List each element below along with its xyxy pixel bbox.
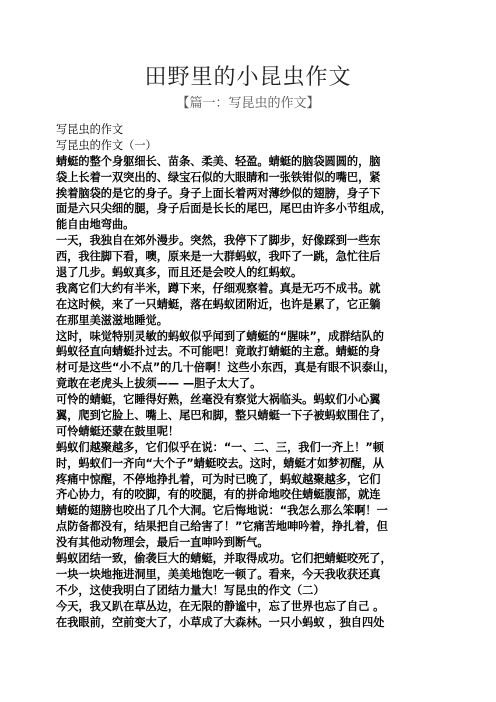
document-title: 田野里的小昆虫作文 <box>144 65 352 90</box>
paragraph-line: 点防备都没有，结果把自己给害了！”它痛苦地呻吟着，挣扎着，但 <box>56 520 388 534</box>
paragraph-line: 这时，味觉特别灵敏的蚂蚁似乎闻到了蜻蜓的“腥味”，成群结队的 <box>56 329 384 343</box>
paragraph-line: 蚂蚁们越聚越多，它们似乎在说：“一、二、三，我们一齐上！”顿 <box>56 440 384 454</box>
section-heading-line: 写昆虫的作文 <box>56 123 124 136</box>
paragraph-line: 袋上长着一双突出的、绿宝石似的大眼睛和一张铁钳似的嘴巴，紧 <box>56 170 381 184</box>
paragraph-line: 在这时候，来了一只蜻蜓，落在蚂蚁团附近，也许是累了，它正躺 <box>56 297 381 311</box>
document-subtitle: 【篇一：写昆虫的作文】 <box>176 96 320 111</box>
paragraph-line: 竟敢在老虎头上拔须—— —胆子太大了。 <box>56 377 262 391</box>
paragraph-line: 蚂蚁团结一致，偷袭巨大的蜻蜓，并取得成功。它们把蜻蜓咬死了， <box>56 552 392 566</box>
paragraph-line: 疼痛中惊醒，不停地挣扎着，可为时已晚了，蚂蚁越聚越多，它们 <box>56 472 381 486</box>
paragraph-line: 能自由地弯曲。 <box>56 218 135 232</box>
paragraph-line: 一块一块地拖进洞里，美美地饱吃一顿了。看来，今天我收获还真 <box>56 567 381 581</box>
paragraph-line: 我离它们大约有半米，蹲下来，仔细观察着。真是无巧不成书。就 <box>56 281 381 295</box>
paragraph-line: 今天，我又趴在草丛边，在无限的静谧中，忘了世界也忘了自己 。 <box>56 599 385 613</box>
paragraph-line: 在那里美滋滋地睡觉。 <box>56 313 168 327</box>
document-body <box>56 122 456 631</box>
paragraph-line: 西，我往脚下看，噢，原来是一大群蚂蚁，我吓了一跳，急忙往后 <box>56 250 381 264</box>
paragraph-line: 没有其他动物理会，最后一直呻吟到断气。 <box>56 536 269 550</box>
paragraph-line: 一天，我独自在郊外漫步。突然，我停下了脚步，好像踩到一些东 <box>56 234 381 248</box>
paragraph-line: 可怜的蜻蜓，它睡得好熟，丝毫没有察觉大祸临头。蚂蚁们小心翼 <box>56 393 381 407</box>
paragraph-line: 可怜蜻蜓还蒙在鼓里呢！ <box>56 424 180 438</box>
paragraph-line: 蜻蜓的翅膀也咬出了几个大洞。它后悔地说：“我怎么那么笨啊！一 <box>56 504 388 518</box>
paragraph-line: 面是六只尖细的腿，身子后面是长长的尾巴，尾巴由许多小节组成， <box>56 202 392 216</box>
paragraph-line: 时，蚂蚁们一齐向“大个子”蜻蜓咬去。这时，蜻蜓才如梦初醒，从 <box>56 456 384 470</box>
section-heading-line: 写昆虫的作文（一） <box>56 138 157 152</box>
paragraph-line: 退了几步。蚂蚁真多，而且还是会咬人的红蚂蚁。 <box>56 266 303 280</box>
paragraph-line: 不少，这使我明白了团结力量大！写昆虫的作文（二） <box>56 583 325 597</box>
paragraph-line: 挨着脑袋的是它的身子。身子上面长着两对薄纱似的翅膀，身子下 <box>56 186 381 200</box>
paragraph-line: 在我眼前，空前变大了，小草成了大森林。一只小蚂蚁 ，独自四处 <box>56 615 385 629</box>
paragraph-line: 齐心协力，有的咬脚，有的咬腿，有的拼命地咬住蜻蜓腹部，就连 <box>56 488 381 502</box>
paragraph-line: 材可是这些“小不点”的几十倍啊！这些小东西，真是有眼不识泰山， <box>56 361 396 375</box>
paragraph-line: 蚂蚁径直向蜻蜓扑过去。不可能吧！竟敢打蜻蜓的主意。蜻蜓的身 <box>56 345 381 359</box>
paragraph-line: 蜻蜓的整个身躯细长、苗条、柔美、轻盈。蜻蜓的脑袋圆圆的，脑 <box>56 154 381 168</box>
paragraph-line: 翼，爬到它脸上、嘴上、尾巴和脚，整只蜻蜓一下子被蚂蚁围住了， <box>56 409 392 423</box>
